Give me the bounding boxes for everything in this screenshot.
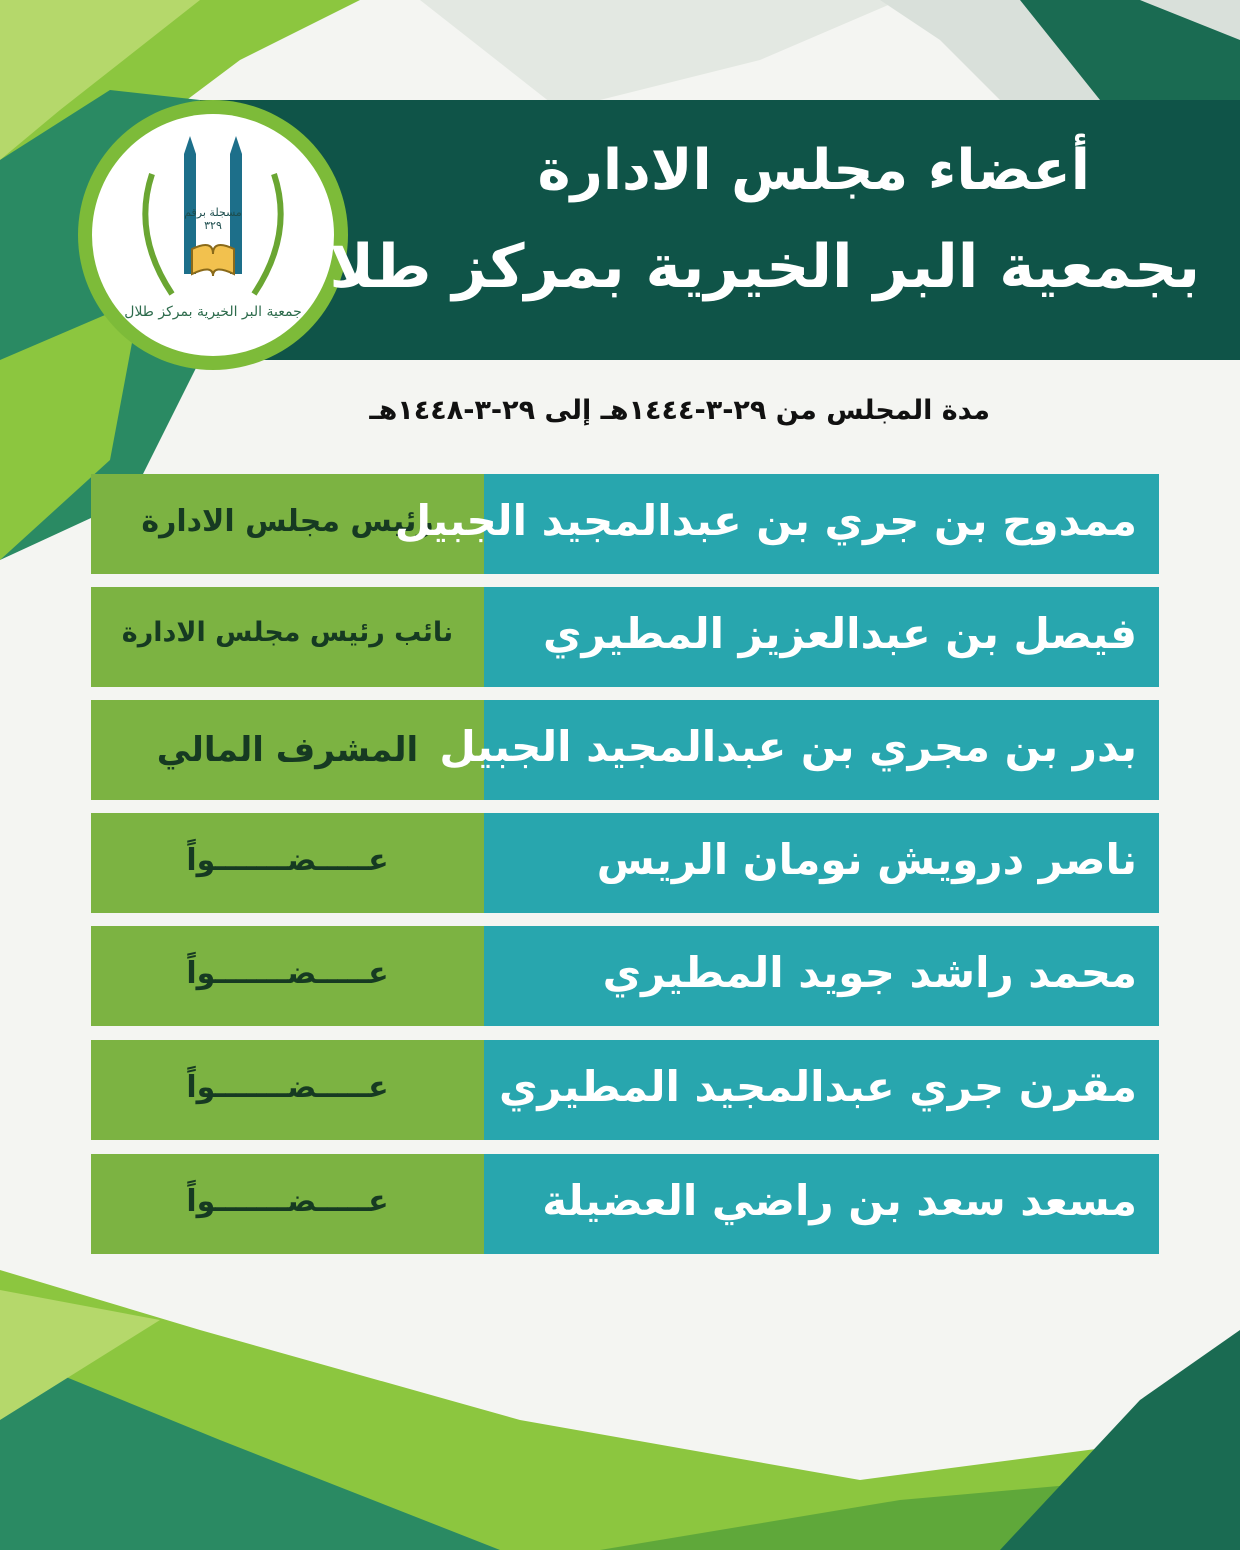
member-name: ممدوح بن جري بن عبدالمجيد الجبيل — [394, 496, 1137, 545]
member-name: مسعد سعد بن راضي العضيلة — [542, 1176, 1137, 1225]
member-name: مقرن جري عبدالمجيد المطيري — [498, 1062, 1137, 1111]
member-name: محمد راشد جويد المطيري — [602, 948, 1137, 997]
member-row — [91, 474, 1159, 574]
role-label: رئيس مجلس الادارة — [141, 504, 434, 539]
name-cell — [484, 587, 1159, 687]
page-title: أعضاء مجلس الادارة — [537, 138, 1090, 203]
member-name: ناصر درويش نومان الريس — [596, 835, 1137, 884]
name-cell — [484, 1040, 1159, 1140]
member-row — [91, 587, 1159, 687]
logo-reg-text: مسجلة برقم — [184, 206, 242, 219]
name-cell — [484, 1154, 1159, 1254]
member-row — [91, 700, 1159, 800]
name-cell — [439, 700, 1159, 800]
member-row — [91, 813, 1159, 913]
role-label: عـــــضـــــــواً — [186, 1184, 389, 1219]
role-cell — [91, 926, 484, 1026]
role-label: المشرف المالي — [156, 730, 419, 770]
role-label: نائب رئيس مجلس الادارة — [121, 617, 454, 648]
name-cell — [394, 474, 1159, 574]
page-subtitle: بجمعية البر الخيرية بمركز طلال — [277, 232, 1200, 302]
term-period: مدة المجلس من ٢٩-٣-١٤٤٤هـ إلى ٢٩-٣-١٤٤٨هـ — [369, 395, 990, 426]
member-row — [91, 926, 1159, 1026]
name-cell — [484, 926, 1159, 1026]
role-label: عـــــضـــــــواً — [186, 1070, 389, 1105]
role-label: عـــــضـــــــواً — [186, 956, 389, 991]
member-name: بدر بن مجري بن عبدالمجيد الجبيل — [439, 722, 1137, 771]
member-row — [91, 1154, 1159, 1254]
member-row — [91, 1040, 1159, 1140]
logo-caption: جمعية البر الخيرية بمركز طلال — [124, 304, 302, 320]
role-cell — [91, 1154, 484, 1254]
role-cell — [91, 1040, 484, 1140]
member-name: فيصل بن عبدالعزيز المطيري — [543, 609, 1137, 658]
role-cell — [91, 700, 484, 800]
role-label: عـــــضـــــــواً — [186, 843, 389, 878]
role-cell — [91, 813, 484, 913]
name-cell — [484, 813, 1159, 913]
logo-reg-number: ٣٢٩ — [204, 219, 222, 232]
role-cell — [91, 587, 484, 687]
